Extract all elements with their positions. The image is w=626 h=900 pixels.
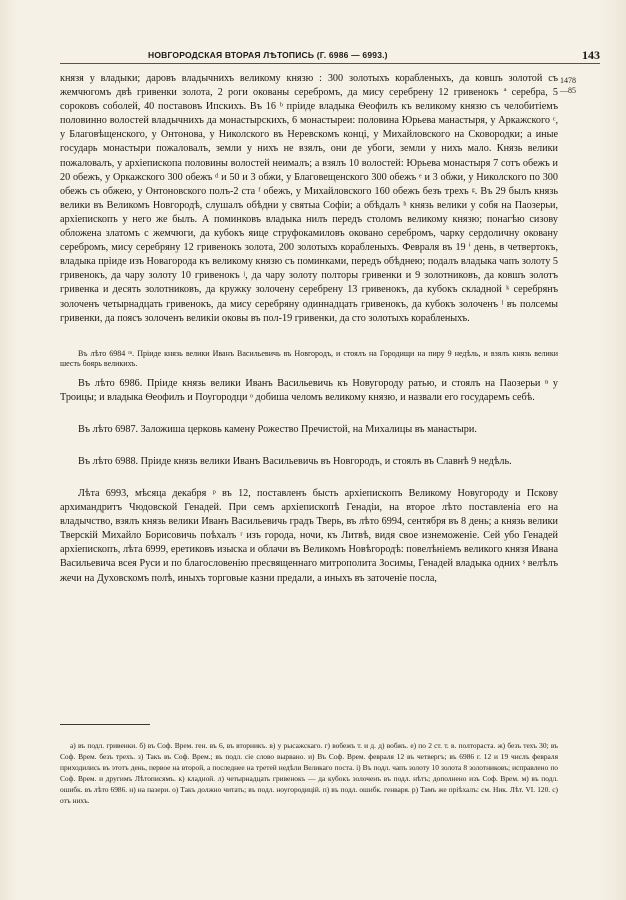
- footnote-separator: [60, 724, 150, 725]
- running-title: НОВГОРОДСКАЯ ВТОРАЯ ЛѢТОПИСЬ (Г. 6986 — 6993.): [148, 50, 388, 60]
- note-6984: Въ лѣто 6984 ᵐ. Прiиде князь велики Иванъ Васильевичь въ Новгородъ, и стоялъ на Городищи на пиру 9 недѣль, и взялъ князь велики шесть боярь великихъ.: [60, 349, 558, 369]
- margin-year-bottom: —85: [560, 86, 576, 95]
- page-header: [60, 48, 600, 66]
- chronicle-text: [60, 72, 558, 614]
- header-rule: [60, 63, 600, 64]
- margin-year-top: 1478: [560, 76, 576, 85]
- entry-6993: Лѣта 6993, мѣсяца декабря ᵖ въ 12, поставленъ бысть архiепископъ Великому Новугороду и Псковy архимандритъ Чюдовской Генадей. При семъ архiепископѣ Генадiи, на второе лѣто поставленiа его на владычство, взялъ князь велики Иванъ Васильевичь градъ Тверь, въ лѣто 6994, сентября въ 8 день; а князь велики Тверскiй Михайло Борисовичь поѣхалъ ʳ изъ города, ночи, къ Литвѣ, видя свое изнеможенiе. Сей убо Генадей архiепископъ, лѣта 6999, еретиковъ изыска и облачи въ Великомъ Новѣгородѣ: повелѣнiемъ великого князя Ивана Васильевича всея Руси и по благословенiю пресвященнаго митрополита Зосимы, Генадей владыка одних ˢ велѣлъ жечи на Духовскомъ полѣ, иныхъ торговые казни предали, а иныхъ въ заточенiе посла,: [60, 488, 558, 584]
- entry-6987: Въ лѣто 6987. Заложиша церковь камену Рожество Пречистой, на Михалицы въ манастыри.: [78, 424, 477, 435]
- main-paragraph: князя у владыки; даровъ владычнихъ великому князю : 300 золотыхъ корабленыхъ, да ковшъ золотой съ жемчюгомъ двѣ гривенки золота, 2 роги окованы серебромъ, да мису серебрену 12 гривенокъ ª серебра, 5 сороковъ соболей, 40 поставовъ Ипскихъ. Въ 16 ᵇ прiиде владыка Ѳеофилъ къ великому князю съ челобитiемъ половинно волостей владычнихъ да монастырскихъ, 6 монастыреи: половина Юрьева манастыря, у Аркажского ᶜ, у Благовѣщенского, у Онтонова, у Николского въ Неревскомъ концi, у Михайловского на Сковородки; а иные государь монастыри пожаловалъ, земли у нихъ не взялъ, они де убоги, земли у нихъ мало. Князь велики пожаловалъ, у архiепископа половины волостей неималъ; а взялъ 10 волостей: Юрьева монастыря 7 сотъ обежъ и 20 обежъ, у Оркажского 300 обежъ ᵈ и 50 и 3 обжи, у Благовещенского 300 обежъ ᵉ и 3 обжи, у Николского по 300 обежъ съ обжею, у Онтоновского полъ-2 ста ᶠ обежъ, у Михайловского 160 обежъ безъ трехъ ᵍ. Въ 29 былъ князь велики въ Великомъ Новгородѣ, слушалъ обѣдни у святыа Софiи; а обѣдалъ ʰ князь велики у собя на Паозерьи, архiепископъ у него же былъ. А поминковъ владыка нилъ передъ столомъ великому князю; понагѣю сизову обложена златомъ с жемчюги, да кубокъ яице струфокамиловъ оковано серебромъ, чарку сердоличну оковану серебромъ, мису серебряну 12 гривенокъ золота, 200 золотыхъ корабленыхъ. Февраля въ 19 ⁱ день, в четвертокъ, владыка прiиде изъ Новагорода къ великому князю съ поминками, передъ обѣднею; подалъ владыка чапъ золоту 5 гривенокъ, да чару золоту 10 гривенокъ ʲ, да чару золоту полторы гривенки и 9 золотниковъ, да ковшъ золотъ гривенка и десять золотниковъ, да кружку золочену серебрену 13 гривенокъ, да кубокъ складной ᵏ серебрянъ золоченъ четырнадцать гривенокъ, да мису серебряну одиннадцать гривенокъ, да кубокъ золоченъ ˡ въ полсемы гривенки, да поясъ золоченъ великiи оковы въ пол-19 гривенки, да сто золотыхъ корабленыхъ.: [60, 73, 558, 324]
- page-number: 143: [582, 48, 600, 62]
- entry-6988: Въ лѣто 6988. Прiиде князь велики Иванъ Васильевичь въ Новгородъ, и стоялъ въ Славнѣ 9 недѣль.: [78, 456, 512, 467]
- margin-year-note: [560, 76, 576, 96]
- footnotes: [60, 740, 558, 840]
- entry-6986: Въ лѣто 6986. Прiиде князь велики Иванъ Васильевичь къ Новугороду ратью, и стоялъ на Паозерьи ⁿ у Троицы; и владыка Ѳеофилъ и Поугородци ᵒ добиша челомъ великому князю, и назвали его государемъ себѣ.: [60, 378, 558, 404]
- footnote-text: а) въ подл. гривенки. б) въ Соф. Врем. ген. въ 6, въ вторникъ. в) у рысажскаго. г) вобежъ т. и д. д) вобжъ. е) по 2 ст. т. в. полтораста. ж) безъ техъ 30; въ Соф. Врем. безъ трехъ. з) Такъ въ Соф. Врем.; въ подл. сiе слово вырвано. и) Въ Соф. Врем. февраля 12 въ четвергъ; въ 6986 г. 12 и 19 числъ февраля приходились въ этотъ день, первое на второй, а последнее на третей недѣли Великаго поста. i) Въ подл. чапъ золоту 10 золота 8 золотниковъ; исправлено по Соф. Врем. и другимъ Лѣтописямъ. к) кладной. л) четырнадцать гривенокъ — да кубокъ золоченъ въ подл. нѣтъ; дополнено изъ Соф. Врем. м) въ подл. ошибк. въ лѣто 6986. н) на пазери. о) Такъ должно читать; въ подл. ноугородицiй. п) въ подл. ошибк. генваря. р) Тамъ же прiѣхалъ: см. Ник. Лѣт. VI. 120. с) отъ нихъ.: [60, 741, 558, 805]
